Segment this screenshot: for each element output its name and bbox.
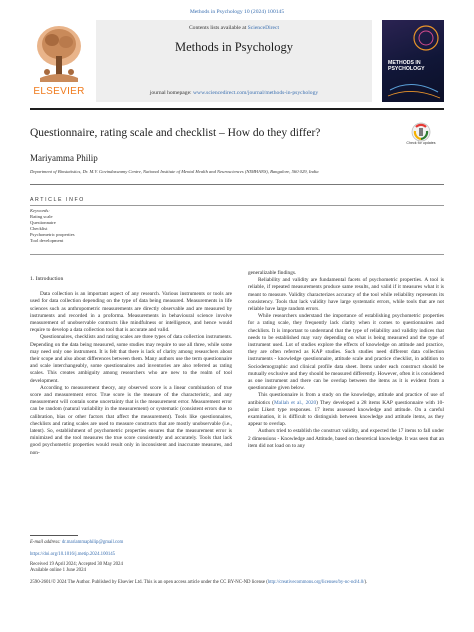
journal-info-block (96, 20, 372, 102)
keywords-heading: Keywords: (30, 208, 50, 213)
body-column-left (30, 276, 232, 457)
body-paragraph-continuation: generalizable findings. (248, 270, 297, 276)
email-label: E-mail address: (30, 540, 62, 545)
body-paragraph: Authors tried to establish the construct validity, and expected the 17 items to fall under 2 dimensions - Knowledge and Attitude, based on theoretical knowledge. It was seen that an item did not load on to any (248, 428, 444, 449)
homepage-prefix: journal homepage: (149, 90, 194, 96)
journal-homepage-link[interactable]: www.sciencedirect.com/journal/methods-in-psychology (193, 90, 319, 96)
sciencedirect-link[interactable]: ScienceDirect (247, 25, 280, 31)
copyright-notice (30, 580, 444, 586)
body-paragraph: While researchers understand the importance of establishing psychometric properties for a rating scale, they frequently lack clarity when it comes to questionnaires and checklists. It is important to understand that the type of reliability and validity indices that needs to be established may vary depending on what is being measured and the type of instrument used. Lot of studies explore the effects of knowledge on attitude and practice, they are often referred as KAP studies. Such studies need different data collection instruments - knowledge questionnaire, attitude scale and practice checklist, in addition to Sociodemographic and clinical profile data sheet. Items under each construct should be mutually exclusive and they should be measured differently. However, often it is considered as one instrument and there can be overlap between the items as it is evident from a questionnaire given below. (248, 313, 444, 392)
divider (30, 254, 444, 255)
citation-link[interactable]: Mallah et al., 2020 (273, 399, 317, 406)
cover-line-1: METHODS IN (388, 60, 421, 66)
available-online-date: Available online 1 June 2024 (30, 568, 86, 573)
body-paragraph (248, 392, 444, 428)
keyword: Checklist (30, 226, 48, 231)
copyright-text: 2590-2601/© 2024 The Author. Published by Elsevier Ltd. This is an open access article under the CC BY-NC-ND license ( (30, 580, 268, 585)
running-head[interactable]: Methods in Psychology 10 (2024) 100145 (189, 9, 285, 15)
check-for-updates-label[interactable]: Check for updates (406, 141, 436, 145)
author-email-footnote (30, 540, 123, 545)
elsevier-wordmark: ELSEVIER (33, 86, 85, 97)
elsevier-tree-icon (30, 20, 88, 86)
journal-cover-image[interactable] (382, 20, 444, 102)
received-accepted-dates: Received 19 April 2024; Accepted 30 May 2024 (30, 562, 123, 567)
divider (30, 184, 444, 185)
article-dates (30, 562, 123, 574)
contents-prefix: Contents lists available at (188, 25, 248, 31)
keyword: Psychometric properties (30, 232, 75, 237)
body-paragraph: Reliability and validity are fundamental facets of psychometric properties. A tool is reliable, if repeated measurements produce same results, and valid if it measures what it is meant to measure. Validity characterizes accuracy of the tool while reliability represents its consistency. Tools that lack validity have large systematic errors, while tools that are not reliable have large random errors. (248, 277, 444, 313)
check-for-updates-icon[interactable] (405, 121, 437, 151)
keywords-list (30, 208, 230, 244)
homepage-line (96, 90, 372, 96)
divider (30, 205, 444, 206)
body-paragraph: According to measurement theory, any observed score is a linear combination of true score and measurement error. True score is the measure of the characteristic, and any measurement will contain some uncertainty that is the measurement error. Measurement error can be random (natural variability in the measurement) or systematic (consistent errors due to calibration, bias or other factors that affect the measurement). Tools like questionnaires, checklists and rating scales are used to measure constructs that are mostly unobservable (i.e., latent). So, establishment of psychometric properties ensures that the measurement error is minimized and the tool measures the true score consistently and accurately. Tools that lack good psychometric properties would result only in inconsistent and inaccurate measures, and non- (30, 384, 232, 456)
contents-line (96, 25, 372, 31)
journal-masthead (30, 20, 444, 106)
author-affiliation: Department of Biostatistics, Dr. M.V. Govindaswamy Centre, National Institute of Mental Health and Neurosciences (NIMHANS), Bangalore, 560 029, India (30, 169, 319, 174)
doi-link[interactable]: https://doi.org/10.1016/j.metip.2024.100145 (30, 552, 116, 557)
footnote-divider (30, 535, 78, 536)
body-column-right (248, 270, 444, 450)
cover-title (388, 60, 425, 72)
masthead-divider (30, 108, 444, 110)
paragraph-text: This questionnaire is from a study on the knowledge, attitude and practice of use of antibiotics ( (248, 392, 444, 406)
keyword: Questionnaire (30, 220, 56, 225)
article-info-heading: ARTICLE INFO (30, 197, 85, 203)
article-title: Questionnaire, rating scale and checklist – How do they differ? (30, 127, 321, 139)
paragraph-text: ) They developed a 28 items KAP questionnaire with 10-point Likert type responses. 17 items assessed knowledge and attitude. On a careful examination, it is difficult to distinguish between knowledge and attitude items, as they appear to overlap. (248, 399, 444, 428)
keyword: Tool development (30, 238, 64, 243)
cover-line-2: PSYCHOLOGY (388, 66, 425, 72)
journal-title: Methods in Psychology (174, 40, 294, 54)
section-heading-introduction: 1. Introduction (30, 276, 64, 282)
author-email-link[interactable]: dr.mariammaphilip@gmail.com (61, 540, 124, 545)
copyright-end: ). (364, 580, 368, 585)
author-name: Mariyamma Philip (30, 153, 98, 163)
license-link[interactable]: http://creativecommons.org/licenses/by-nc-nd/4.0/ (267, 580, 365, 585)
keyword: Rating scale (30, 214, 53, 219)
body-paragraph: Questionnaires, checklists and rating scales are three types of data collection instruments. Depending on the data being measured, some studies may require to use all three, while some may need only one instrument. It is felt that there is lack of clarity among researchers about their scope and also about differences between them. Many authors use the term questionnaire and scale interchangeably, some questionnaires and inventories are also referred as rating scales. This creates ambiguity among researchers who are new to the realm of tool development. (30, 334, 232, 384)
elsevier-logo[interactable] (30, 20, 88, 102)
body-paragraph: Data collection is an important aspect of any research. Various instruments or tools are used for data collection depending on the type of data being measured. Measurements in life sciences such as anthropometric measurements are directly observable and are measured by instruments and recorded in a proforma. Measurements in behavioural science involve measurement of unobservable contructs like mindfulness or intelligence, and hence would require to develop a data collection tool that is accurate and valid. (30, 291, 232, 334)
